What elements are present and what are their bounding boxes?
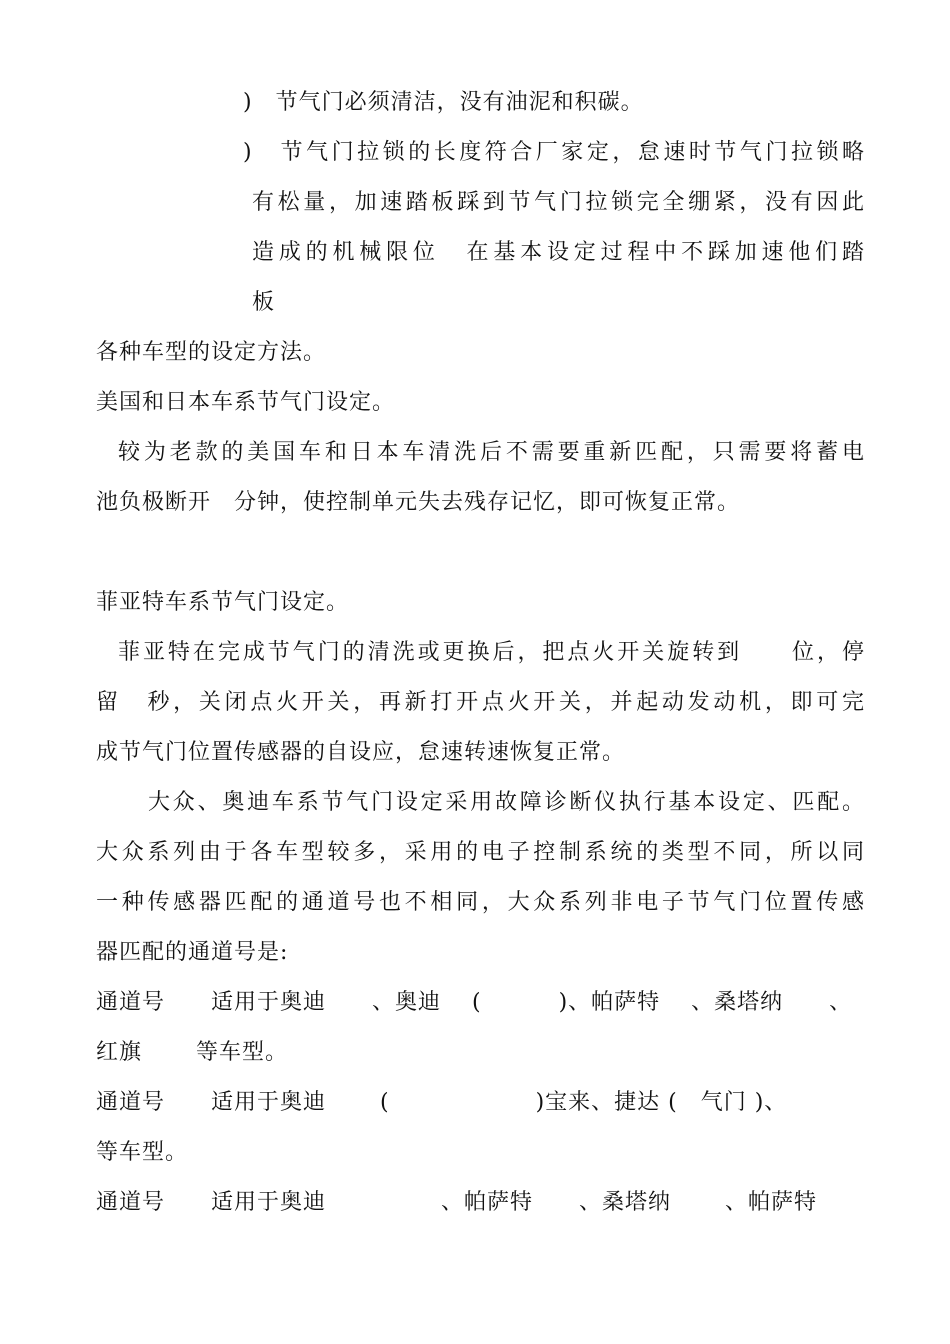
paragraph-fiat-line-3: 成节气门位置传感器的自设应，怠速转速恢复正常。	[96, 740, 626, 765]
paragraph-vw-line-4: 器匹配的通道号是:	[96, 940, 289, 965]
channel-entry-3-line-1: 通道号 适用于奥迪 、帕萨特 、桑塔纳 、帕萨特	[96, 1190, 817, 1215]
list-item-2-line-1: ) 节气门拉锁的长度符合厂家定，怠速时节气门拉锁略	[243, 140, 865, 165]
channel-entry-2-line-2: 等车型。	[96, 1140, 189, 1165]
paragraph-us-japan-line-1: 较为老款的美国车和日本车清洗后不需要重新匹配，只需要将蓄电	[118, 440, 865, 465]
section-heading-methods: 各种车型的设定方法。	[96, 340, 327, 365]
channel-entry-1-line-1: 通道号 适用于奥迪 、奥迪 ( )、帕萨特 、桑塔纳 、	[96, 990, 853, 1015]
paragraph-vw-line-2: 大众系列由于各车型较多，采用的电子控制系统的类型不同，所以同	[96, 840, 865, 865]
paragraph-fiat-line-1: 菲亚特在完成节气门的清洗或更换后，把点火开关旋转到 位，停	[118, 640, 865, 665]
list-item-2-line-3: 造成的机械限位 在基本设定过程中不踩加速他们踏	[252, 240, 865, 265]
paragraph-fiat-line-2: 留 秒，关闭点火开关，再新打开点火开关，并起动发动机，即可完	[96, 690, 865, 715]
list-item-1: ) 节气门必须清洁，没有油泥和积碳。	[243, 90, 644, 115]
list-item-2-line-2: 有松量，加速踏板踩到节气门拉锁完全绷紧，没有因此	[252, 190, 865, 215]
section-heading-fiat: 菲亚特车系节气门设定。	[96, 590, 350, 615]
channel-entry-1-line-2: 红旗 等车型。	[96, 1040, 288, 1065]
paragraph-vw-line-3: 一种传感器匹配的通道号也不相同，大众系列非电子节气门位置传感	[96, 890, 865, 915]
list-item-2-line-4: 板	[252, 290, 276, 315]
paragraph-us-japan-line-2: 池负极断开 分钟，使控制单元失去残存记忆，即可恢复正常。	[96, 490, 741, 515]
channel-entry-2-line-1: 通道号 适用于奥迪 ( )宝来、捷达 ( 气门 )、	[96, 1090, 788, 1115]
paragraph-vw-line-1: 大众、奥迪车系节气门设定采用故障诊断仪执行基本设定、匹配。	[148, 790, 865, 815]
section-heading-us-japan: 美国和日本车系节气门设定。	[96, 390, 396, 415]
